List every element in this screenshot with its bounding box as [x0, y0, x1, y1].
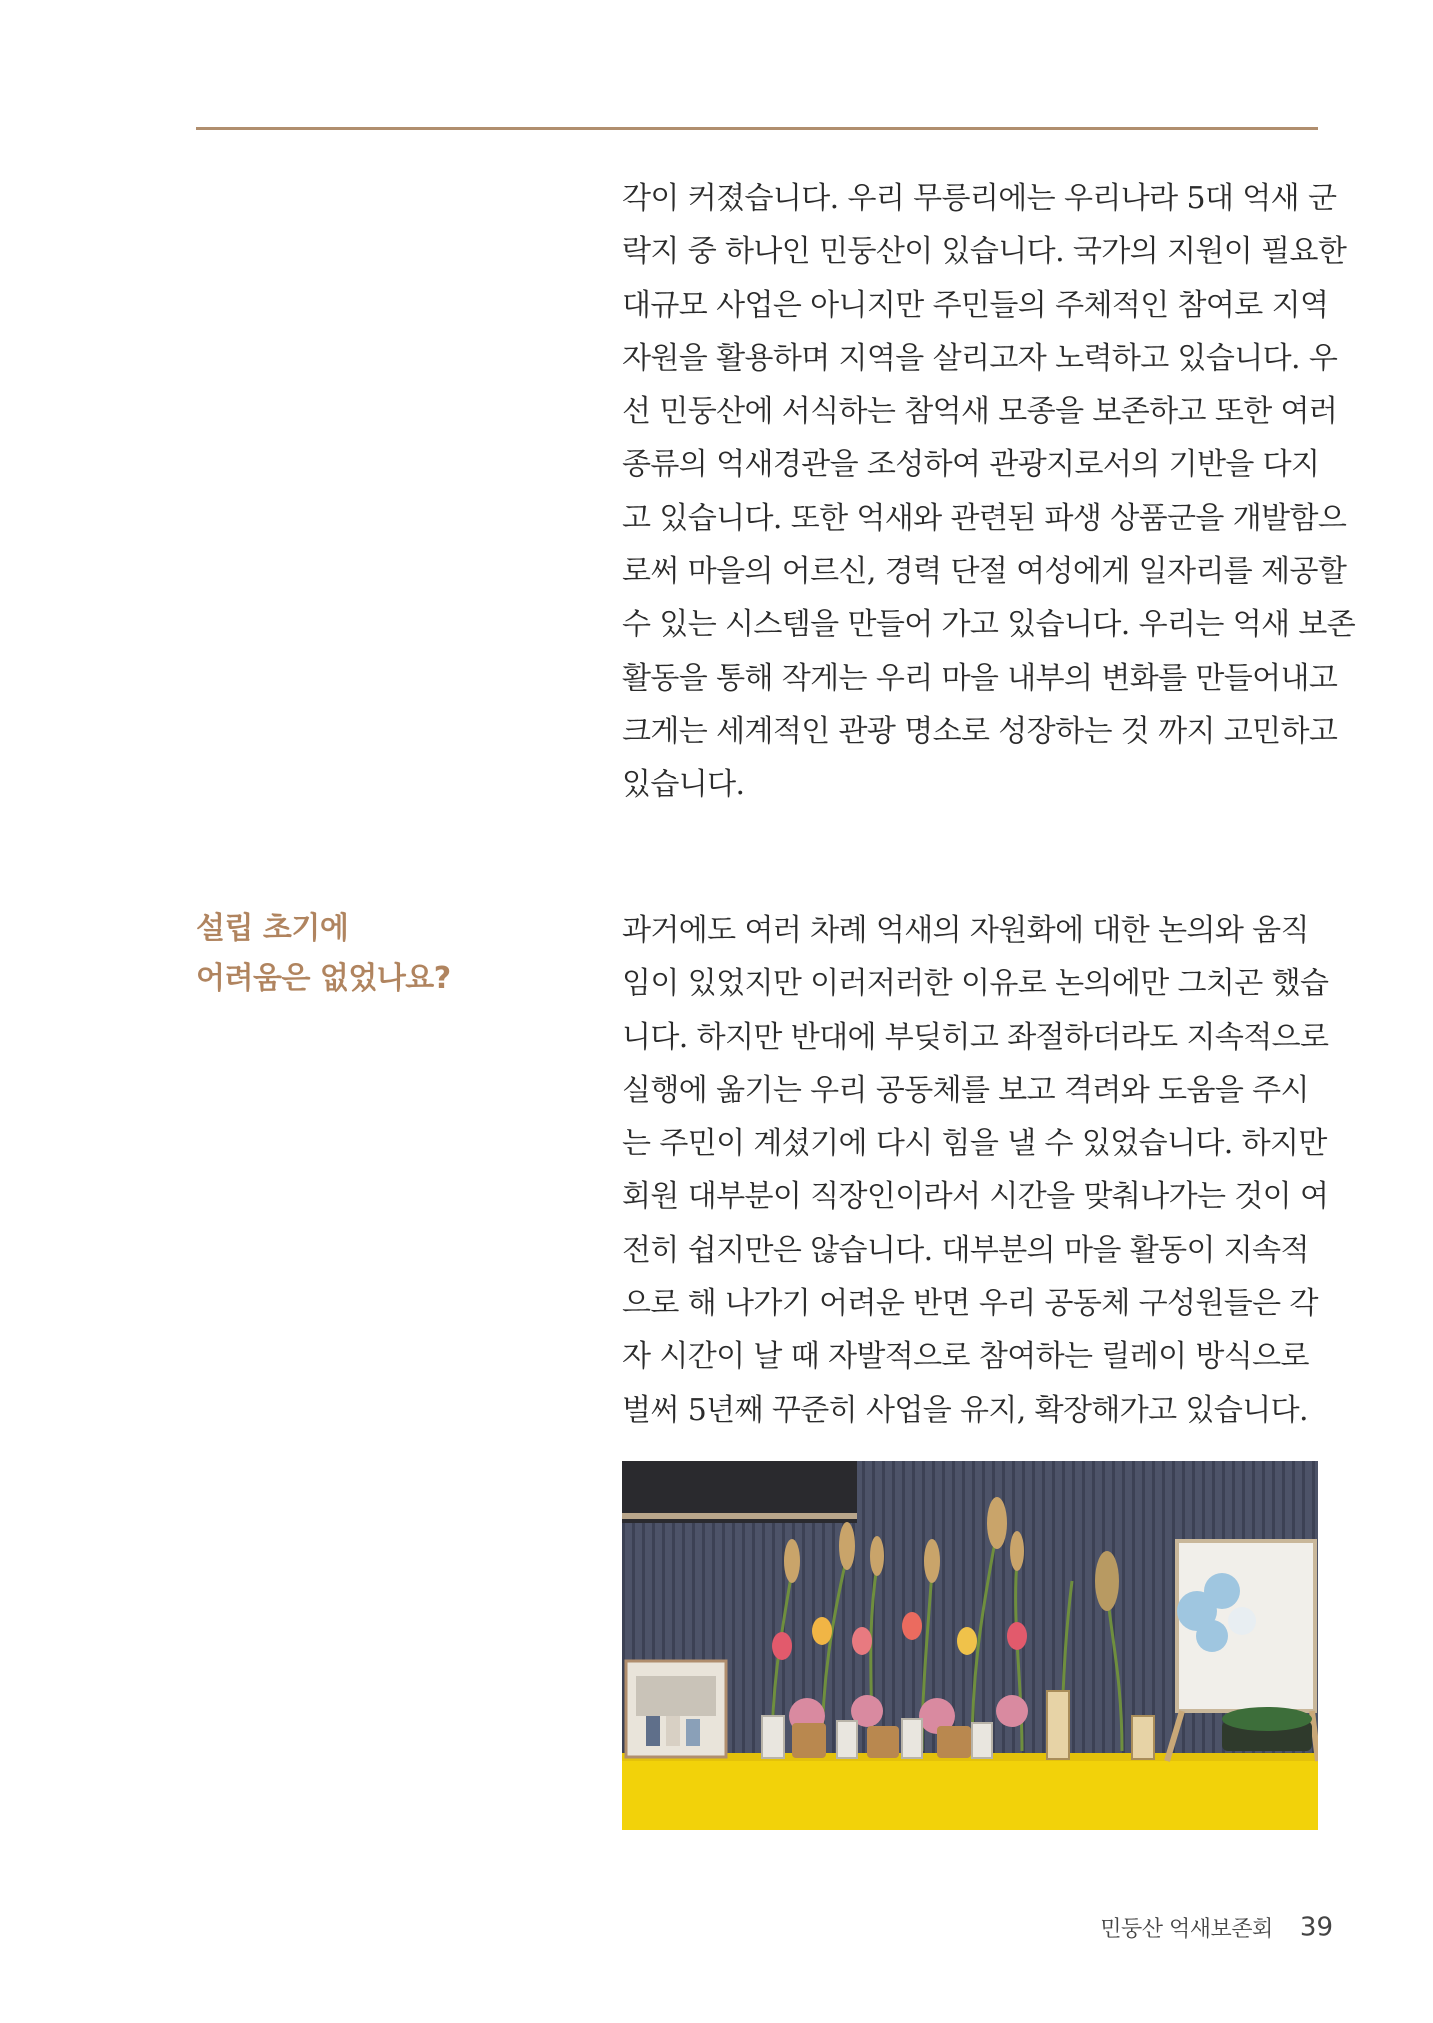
text-line: 는 주민이 계셨기에 다시 힘을 낼 수 있었습니다. 하지만	[622, 1126, 1327, 1162]
text-line: 자 시간이 날 때 자발적으로 참여하는 릴레이 방식으로	[622, 1339, 1309, 1375]
text-line: 니다. 하지만 반대에 부딪히고 좌절하더라도 지속적으로	[622, 1019, 1329, 1055]
text-line: 으로 해 나가기 어려운 반면 우리 공동체 구성원들은 각	[622, 1286, 1318, 1322]
text-line: 크게는 세계적인 관광 명소로 성장하는 것 까지 고민하고	[622, 713, 1338, 749]
body-paragraph-2	[622, 904, 1329, 1437]
organization-name: 민둥산 억새보존회	[1100, 1917, 1273, 1942]
text-line: 있습니다.	[622, 767, 745, 803]
text-line: 각이 커졌습니다. 우리 무릉리에는 우리나라 5대 억새 군	[622, 181, 1337, 216]
question-line: 어려움은 없었나요?	[196, 961, 451, 996]
text-line: 과거에도 여러 차례 억새의 자원화에 대한 논의와 움직	[622, 913, 1309, 948]
body-paragraph-1	[622, 172, 1356, 812]
page-footer	[1100, 1912, 1333, 1943]
text-line: 자원을 활용하며 지역을 살리고자 노력하고 있습니다. 우	[622, 340, 1338, 376]
dried-flower-display-photo	[622, 1461, 1318, 1830]
text-line: 실행에 옮기는 우리 공동체를 보고 격려와 도움을 주시	[622, 1072, 1309, 1108]
text-line: 선 민둥산에 서식하는 참억새 모종을 보존하고 또한 여러	[622, 394, 1338, 430]
top-divider	[196, 127, 1318, 130]
yellow-table	[622, 1757, 1318, 1830]
text-line: 활동을 통해 작게는 우리 마을 내부의 변화를 만들어내고	[622, 660, 1338, 696]
woven-baskets	[792, 1723, 971, 1758]
text-line: 종류의 억새경관을 조성하여 관광지로서의 기반을 다지	[622, 447, 1320, 483]
text-line: 락지 중 하나인 민둥산이 있습니다. 국가의 지원이 필요한	[622, 234, 1347, 270]
text-line: 고 있습니다. 또한 억새와 관련된 파생 상품군을 개발함으	[622, 500, 1347, 536]
text-line: 대규모 사업은 아니지만 주민들의 주체적인 참여로 지역	[622, 287, 1329, 323]
page-number: 39	[1299, 1912, 1333, 1943]
text-line: 전히 쉽지만은 않습니다. 대부분의 마을 활동이 지속적	[622, 1232, 1309, 1268]
text-line: 수 있는 시스템을 만들어 가고 있습니다. 우리는 억새 보존	[622, 607, 1356, 643]
text-line: 벌써 5년째 꾸준히 사업을 유지, 확장해가고 있습니다.	[622, 1392, 1308, 1428]
text-line: 임이 있었지만 이러저러한 이유로 논의에만 그치곤 했습	[622, 966, 1329, 1002]
photo-illustration	[622, 1461, 1318, 1830]
section-question-heading	[196, 904, 526, 1004]
question-line: 설립 초기에	[196, 911, 349, 946]
text-line: 회원 대부분이 직장인이라서 시간을 맞춰나가는 것이 여	[622, 1179, 1329, 1215]
text-line: 로써 마을의 어르신, 경력 단절 여성에게 일자리를 제공할	[622, 554, 1347, 590]
